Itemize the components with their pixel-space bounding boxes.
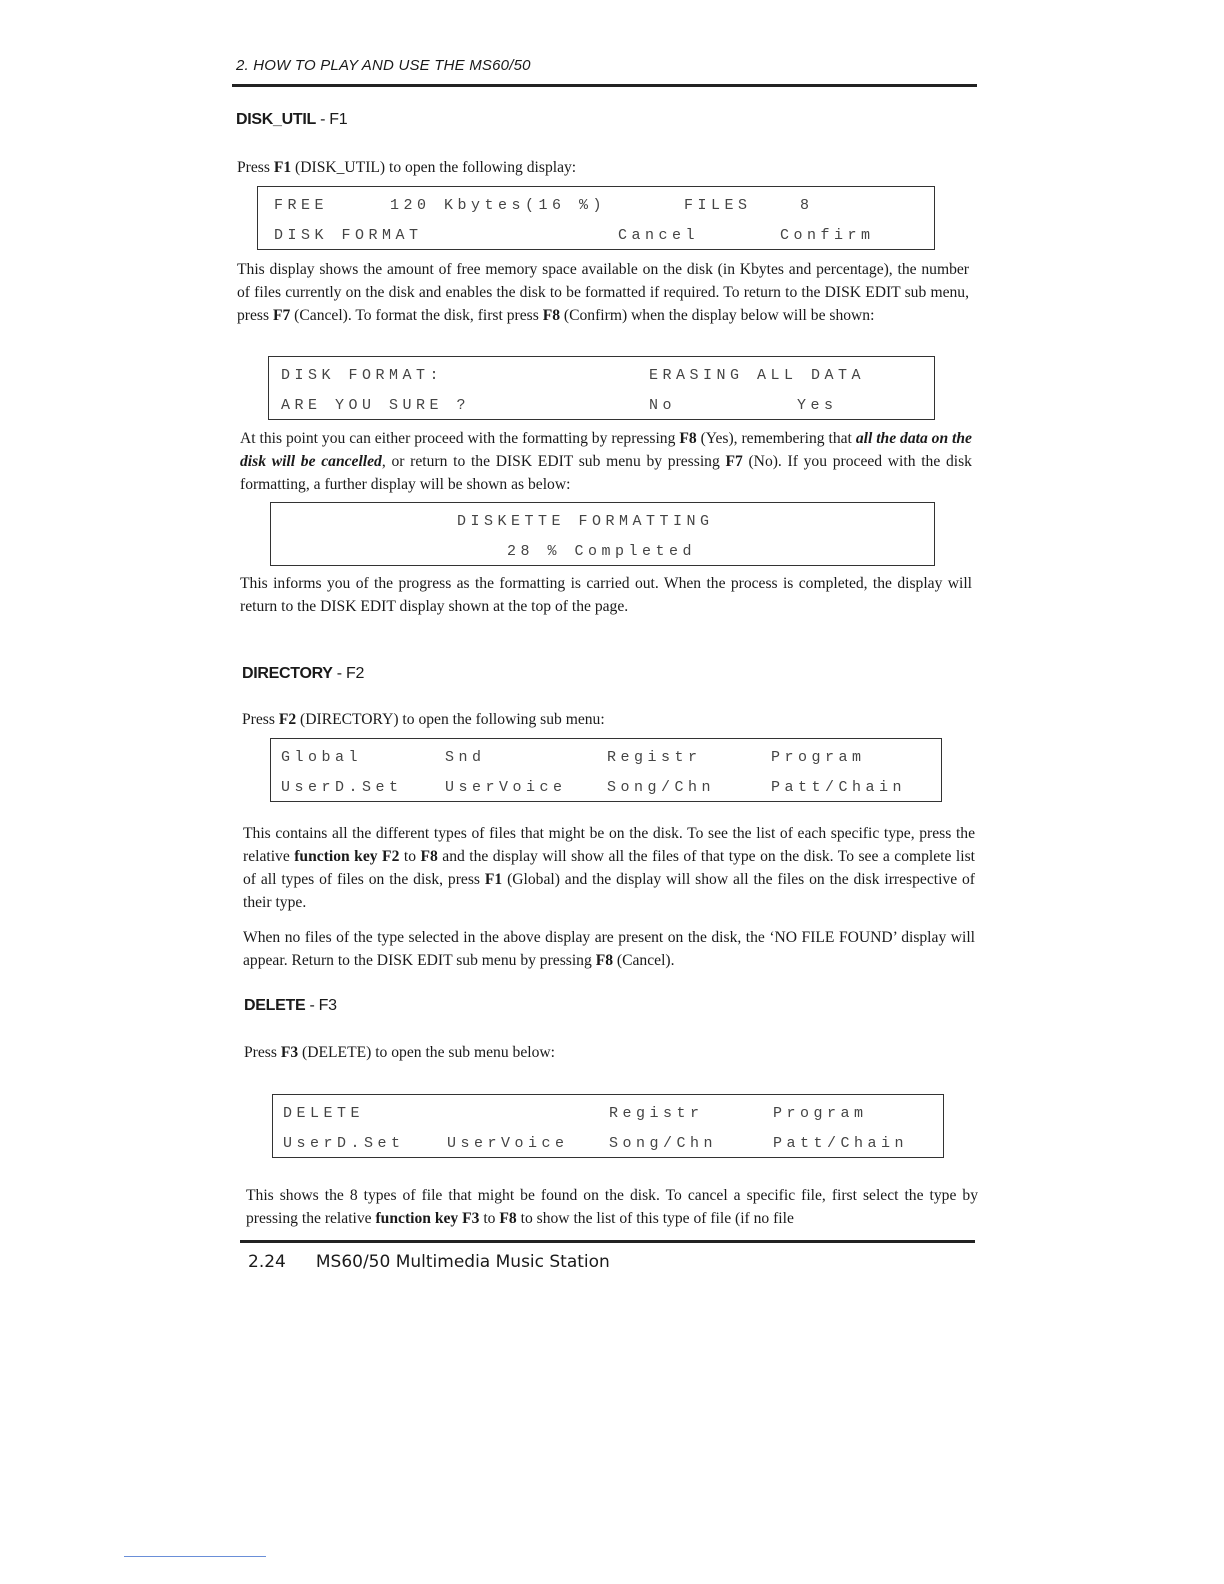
heading-disk-util-title: DISK_UTIL	[236, 111, 316, 128]
footer	[248, 1252, 610, 1272]
lcd-dir-songchn: Song/Chn	[607, 779, 716, 796]
lcd-yes: Yes	[797, 397, 838, 414]
heading-directory-key: - F2	[332, 665, 365, 682]
footer-title: MS60/50 Multimedia Music Station	[315, 1252, 610, 1272]
lcd-directory	[270, 738, 942, 802]
lcd-files-count: 8	[800, 197, 814, 214]
lcd-free-label: FREE	[274, 197, 329, 214]
heading-directory-title: DIRECTORY	[242, 665, 333, 682]
delete-intro: Press F3 (DELETE) to open the sub menu below:	[244, 1044, 555, 1061]
footer-rule	[240, 1240, 975, 1243]
heading-delete	[244, 997, 337, 1015]
lcd-no: No	[649, 397, 677, 414]
disk-util-para1: This display shows the amount of free memory space available on the disk (in Kbytes and percentage), the number of files currently on the disk and enables the disk to be formatted if required. To return to the DISK EDIT sub menu, press F7 (Cancel). To format the disk, first press F8 (Confirm) when the display below will be shown:	[237, 261, 969, 324]
heading-delete-title: DELETE	[244, 997, 306, 1014]
lcd-format-confirm	[268, 356, 935, 420]
lcd-disk-util	[257, 186, 935, 250]
heading-delete-key: - F3	[305, 997, 337, 1014]
lcd-del-songchn: Song/Chn	[609, 1135, 718, 1152]
directory-para1: This contains all the different types of files that might be on the disk. To see the list of each specific type, press the relative function key F2 to F8 and the display will show all the files of that type on the disk. To see a complete list of all types of files on the disk, press F1 (Global) and the display will show all the files on the disk irrespective of their type.	[243, 825, 975, 911]
directory-para2: When no files of the type selected in the above display are present on the disk, the ‘NO FILE FOUND’ display will appear. Return to the DISK EDIT sub menu by pressing F8 (Cancel).	[243, 929, 975, 969]
lcd-disk-format: DISK FORMAT	[274, 227, 423, 244]
lcd-formatting	[270, 502, 935, 566]
header-rule	[232, 84, 977, 87]
lcd-are-you-sure: ARE YOU SURE ?	[281, 397, 471, 414]
lcd-dir-uservoice: UserVoice	[445, 779, 567, 796]
page-number: 2.24	[248, 1252, 286, 1272]
lcd-dir-snd: Snd	[445, 749, 486, 766]
lcd-del-pattchain: Patt/Chain	[773, 1135, 909, 1152]
lcd-confirm: Confirm	[780, 227, 875, 244]
lcd-dir-registr: Registr	[607, 749, 702, 766]
heading-disk-util-key: - F1	[315, 111, 348, 128]
lcd-del-program: Program	[773, 1105, 868, 1122]
footnote-separator	[124, 1556, 266, 1557]
lcd-del-userdset: UserD.Set	[283, 1135, 405, 1152]
disk-util-intro: Press F1 (DISK_UTIL) to open the following display:	[237, 159, 577, 176]
delete-para1: This shows the 8 types of file that might be found on the disk. To cancel a specific file, first select the type by pressing the relative function key F3 to F8 to show the list of this type of file (if no file	[246, 1187, 978, 1227]
lcd-diskette-formatting: DISKETTE FORMATTING	[457, 513, 714, 530]
disk-util-para3: This informs you of the progress as the formatting is carried out. When the process is completed, the display will return to the DISK EDIT display shown at the top of the page.	[240, 575, 972, 615]
running-head: 2. HOW TO PLAY AND USE THE MS60/50	[236, 57, 531, 74]
lcd-dir-pattchain: Patt/Chain	[771, 779, 907, 796]
lcd-dir-userdset: UserD.Set	[281, 779, 403, 796]
lcd-cancel: Cancel	[618, 227, 700, 244]
lcd-dir-global: Global	[281, 749, 363, 766]
lcd-progress: 28 % Completed	[507, 543, 697, 560]
directory-intro: Press F2 (DIRECTORY) to open the following sub menu:	[242, 711, 605, 728]
disk-util-para2: At this point you can either proceed with the formatting by repressing F8 (Yes), remembering that all the data on the disk will be cancelled, or return to the DISK EDIT sub menu by pressing F7 (No). If you proceed with the disk formatting, a further display will be shown as below:	[240, 430, 972, 493]
lcd-files-label: FILES	[684, 197, 752, 214]
lcd-kbytes: 120 Kbytes(16 %)	[390, 197, 607, 214]
lcd-del-registr: Registr	[609, 1105, 704, 1122]
lcd-dir-program: Program	[771, 749, 866, 766]
lcd-delete	[272, 1094, 944, 1158]
heading-disk-util	[236, 111, 347, 129]
lcd-erasing: ERASING ALL DATA	[649, 367, 866, 384]
lcd-del-uservoice: UserVoice	[447, 1135, 569, 1152]
heading-directory	[242, 665, 364, 683]
lcd-disk-format-colon: DISK FORMAT:	[281, 367, 444, 384]
lcd-del-delete: DELETE	[283, 1105, 365, 1122]
